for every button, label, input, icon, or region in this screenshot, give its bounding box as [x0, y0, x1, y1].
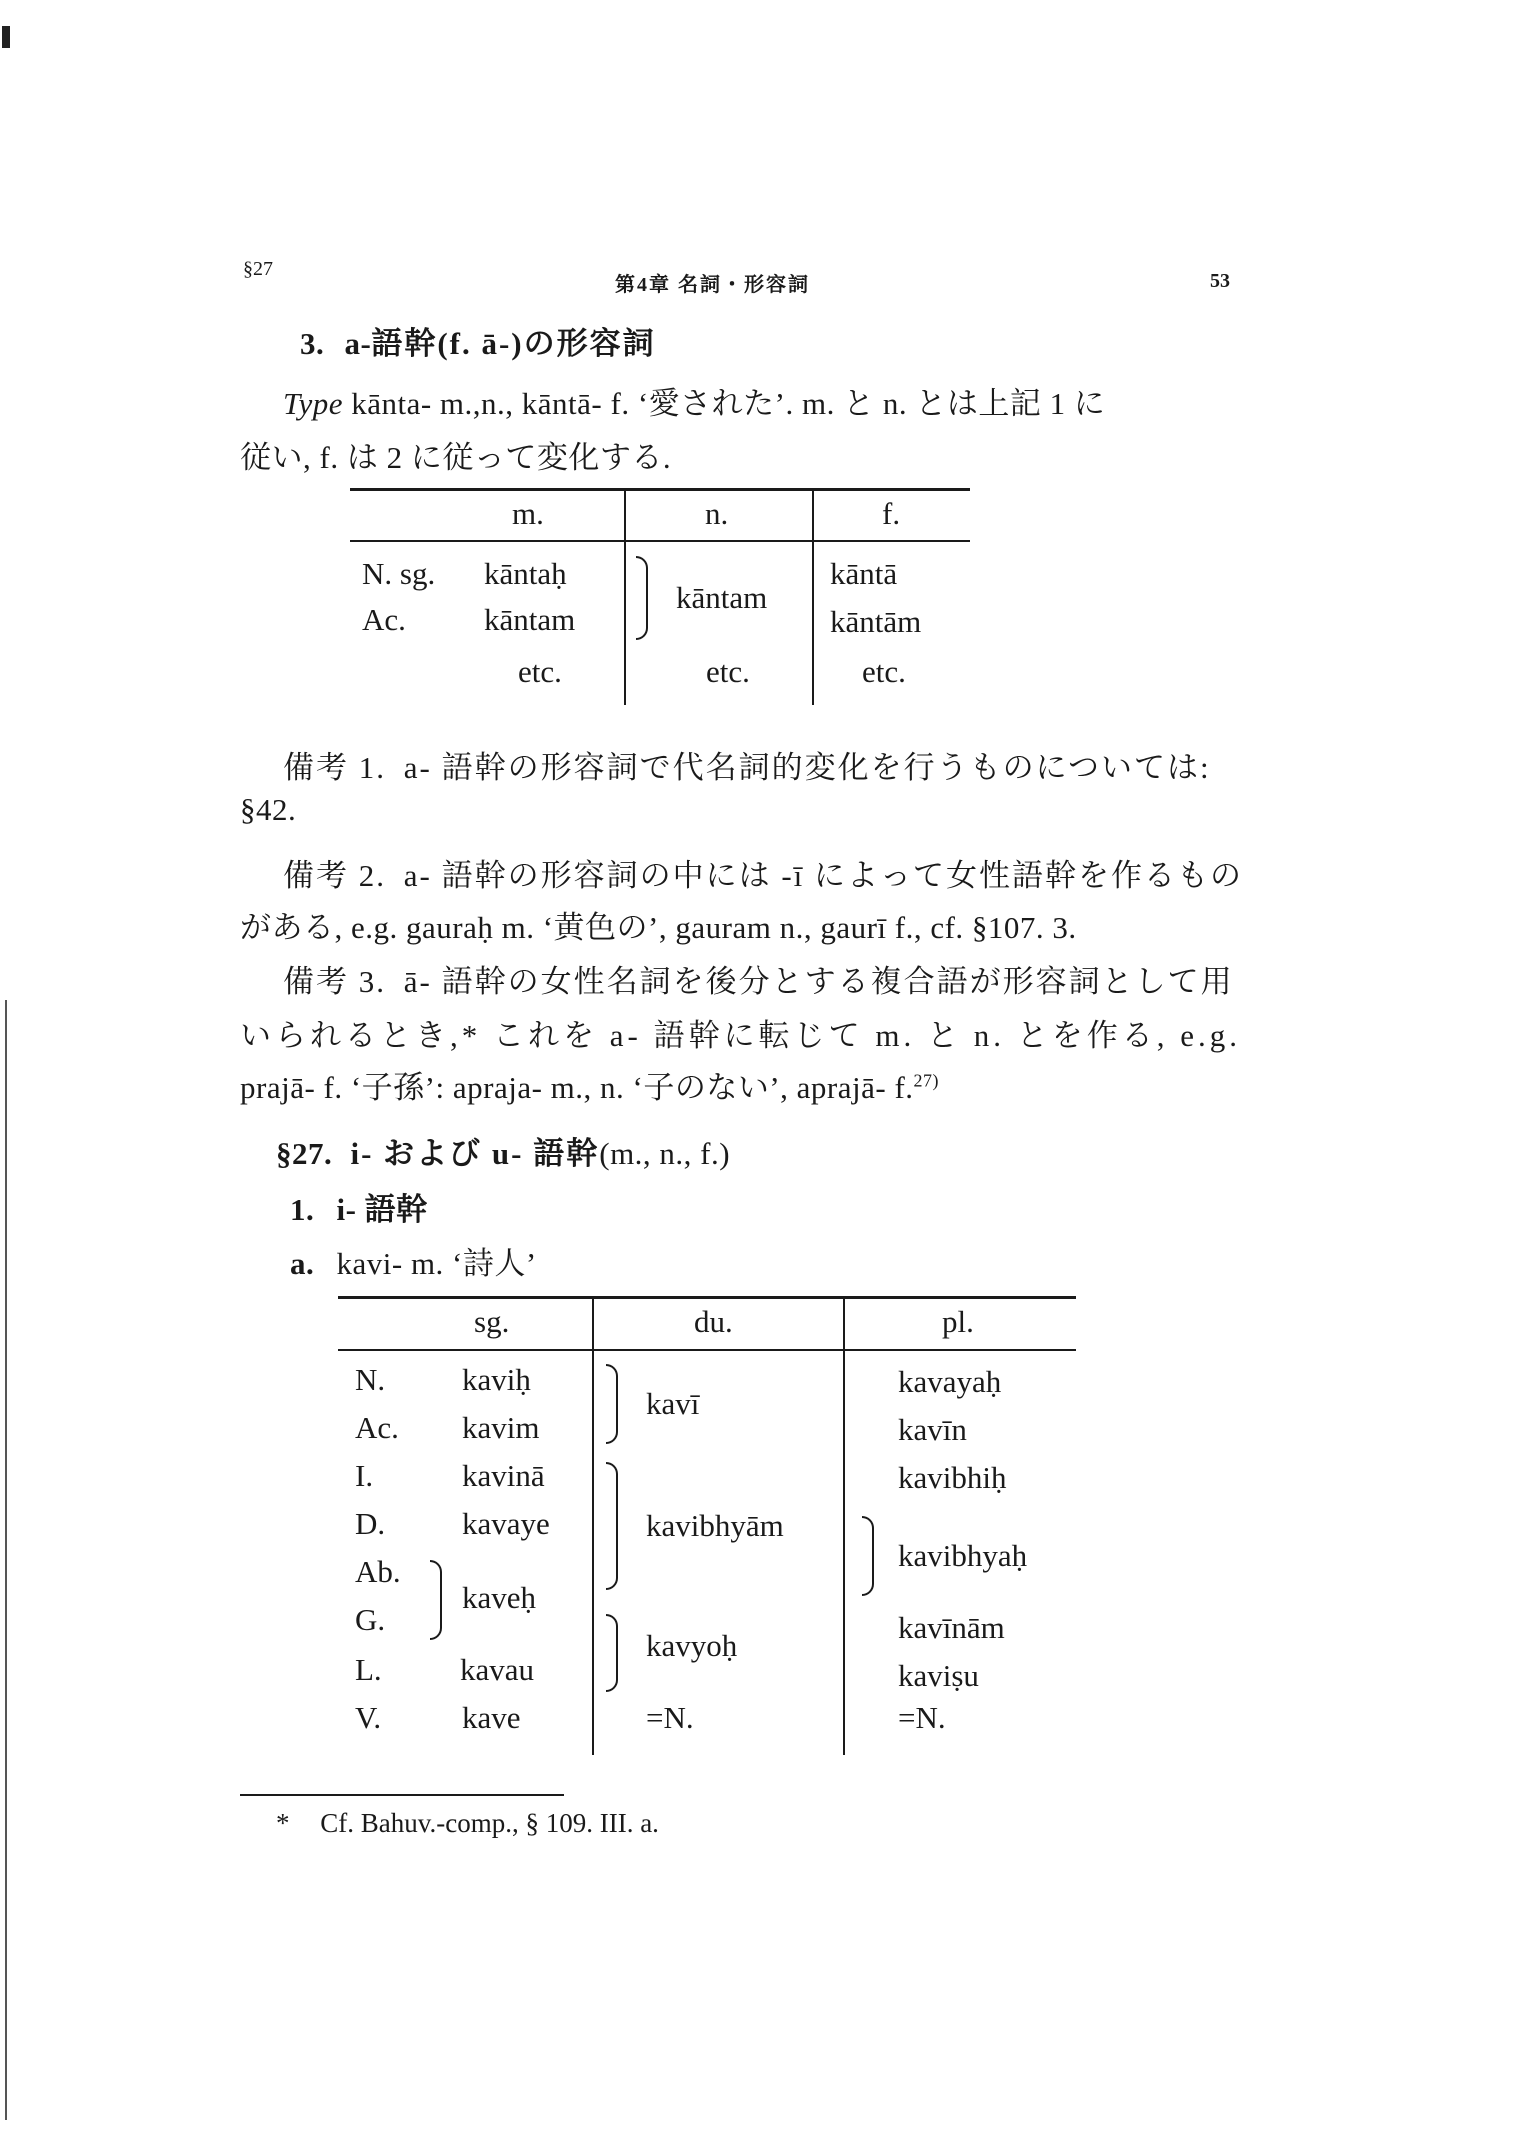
table1-case-nsg: N. sg.: [362, 556, 436, 591]
table2-top-rule: [338, 1296, 1076, 1299]
table2-sg-2: kavinā: [462, 1458, 545, 1493]
table1-n-1: etc.: [706, 654, 750, 689]
section27-heading: [276, 1128, 730, 1173]
table2-sg-0: kaviḥ: [462, 1362, 531, 1397]
subsection3-heading: [300, 318, 656, 363]
table2-pl-6: =N.: [898, 1700, 946, 1735]
table2-case-g: G.: [355, 1602, 386, 1637]
section27-title-rest: (m., n., f.): [599, 1136, 731, 1171]
table2-pl-2: kavibhiḥ: [898, 1460, 1007, 1495]
header-section: §27: [243, 258, 273, 280]
header-chapter: 第4章 名詞・形容詞: [615, 274, 810, 296]
footnote-rule: [240, 1794, 564, 1796]
table1-top-rule: [350, 488, 970, 491]
table2-pl-0: kavayaḥ: [898, 1364, 1002, 1399]
subsection3-num: 3.: [300, 326, 325, 361]
table1-header-f: f.: [882, 496, 901, 531]
table1-m-0: kāntaḥ: [484, 556, 567, 591]
table2-sg-1: kavim: [462, 1410, 540, 1445]
table2-case-ab: Ab.: [355, 1554, 401, 1589]
table1-header-rule: [350, 540, 970, 542]
table2-du-2: kavyoḥ: [646, 1628, 738, 1663]
table1-vline-2: [812, 490, 814, 705]
note3-line1: [283, 956, 1234, 1001]
footnote: [276, 1808, 659, 1839]
note1-label: 備考 1.: [283, 750, 386, 785]
margin-line-left: [5, 1000, 7, 2120]
table2-case-n: N.: [355, 1362, 386, 1397]
note3-line3-text: prajā- f. ‘子孫’: apraja- m., n. ‘子のない’, aprajā- f.: [240, 1070, 914, 1105]
table1-vline-1: [624, 490, 626, 705]
table2-case-d: D.: [355, 1506, 386, 1541]
table2-case-i: I.: [355, 1458, 374, 1493]
table1-f-1: kāntām: [830, 604, 922, 639]
table2-sg-6: kave: [462, 1700, 521, 1735]
table2-du-3: =N.: [646, 1700, 694, 1735]
note1-text: a- 語幹の形容詞で代名詞的変化を行うものについては:: [403, 750, 1211, 785]
table1-m-2: etc.: [518, 654, 562, 689]
para1-line2: 従い, f. は 2 に従って変化する.: [240, 440, 672, 475]
table2-pl-3: kavibhyaḥ: [898, 1538, 1028, 1573]
table2-ab-g-brace: [430, 1560, 442, 1640]
section27-num: §27.: [276, 1136, 333, 1171]
note2-text: a- 語幹の形容詞の中には -ī によって女性語幹を作るもの: [403, 858, 1244, 893]
sub-a-text: kavi- m. ‘詩人’: [336, 1246, 537, 1281]
table1-m-1: kāntam: [484, 602, 576, 637]
type-label: Type: [283, 386, 343, 421]
table2-du-0: kavī: [646, 1386, 700, 1421]
para1-line1-text: kānta- m.,n., kāntā- f. ‘愛された’. m. と n. とは上記 1 に: [342, 386, 1106, 421]
note2-line2: がある, e.g. gauraḥ m. ‘黄色の’, gauram n., gaurī f., cf. §107. 3.: [240, 910, 1077, 945]
table2-pl-brace: [862, 1516, 874, 1596]
page-number: 53: [1210, 270, 1230, 292]
table2-header-du: du.: [694, 1304, 733, 1339]
table1-f-2: etc.: [862, 654, 906, 689]
table2-du-brace-2: [606, 1462, 618, 1590]
table2-header-rule: [338, 1349, 1076, 1351]
subsection3-title-latin: a-: [344, 326, 372, 361]
note3-text: ā- 語幹の女性名詞を後分とする複合語が形容詞として用: [403, 964, 1234, 999]
note1-line1: [283, 742, 1211, 787]
table1-case-ac: Ac.: [362, 602, 406, 637]
footnote-ref: 27): [913, 1070, 940, 1091]
note1-line2: §42.: [240, 792, 297, 827]
table2-sg-4: kaveḥ: [462, 1580, 537, 1615]
note3-label: 備考 3.: [283, 964, 386, 999]
sub1-num: 1.: [290, 1192, 315, 1227]
table2-vline-2: [843, 1298, 845, 1755]
footnote-text: Cf. Bahuv.-comp., § 109. III. a.: [320, 1808, 659, 1838]
table2-sg-3: kavaye: [462, 1506, 550, 1541]
subsection3-title-rest: 語幹(f. ā-)の形容詞: [371, 326, 656, 361]
table2-pl-5: kaviṣu: [898, 1658, 979, 1693]
table2-header-pl: pl.: [942, 1304, 974, 1339]
table2-du-1: kavibhyām: [646, 1508, 784, 1543]
table2-case-v: V.: [355, 1700, 382, 1735]
table1-header-m: m.: [512, 496, 544, 531]
table2-du-brace-1: [606, 1364, 618, 1444]
sub1-heading: [290, 1184, 428, 1229]
note2-line1: [283, 850, 1243, 895]
table2-case-l: L.: [355, 1652, 382, 1687]
sub-a-label: a.: [290, 1246, 315, 1281]
table2-sg-5: kavau: [460, 1652, 535, 1687]
table2-pl-4: kavīnām: [898, 1610, 1005, 1645]
note2-label: 備考 2.: [283, 858, 386, 893]
note3-line3: [240, 1062, 939, 1107]
sub-a-line: [290, 1238, 537, 1283]
para1-line1: [283, 378, 1105, 423]
table2-case-ac: Ac.: [355, 1410, 399, 1445]
table1-f-0: kāntā: [830, 556, 898, 591]
table2-header-sg: sg.: [474, 1304, 510, 1339]
table2-pl-1: kavīn: [898, 1412, 967, 1447]
table2-du-brace-3: [606, 1614, 618, 1692]
note3-line2: いられるとき,* これを a- 語幹に転じて m. と n. とを作る, e.g.: [240, 1018, 1241, 1053]
table1-n-0: kāntam: [676, 580, 768, 615]
footnote-marker: *: [276, 1808, 290, 1838]
table1-header-n: n.: [705, 496, 729, 531]
table1-brace: [636, 556, 648, 640]
table2-vline-1: [592, 1298, 594, 1755]
section27-title: i- および u- 語幹: [350, 1136, 600, 1171]
margin-mark-top: [2, 26, 10, 48]
sub1-title: i- 語幹: [336, 1192, 428, 1227]
